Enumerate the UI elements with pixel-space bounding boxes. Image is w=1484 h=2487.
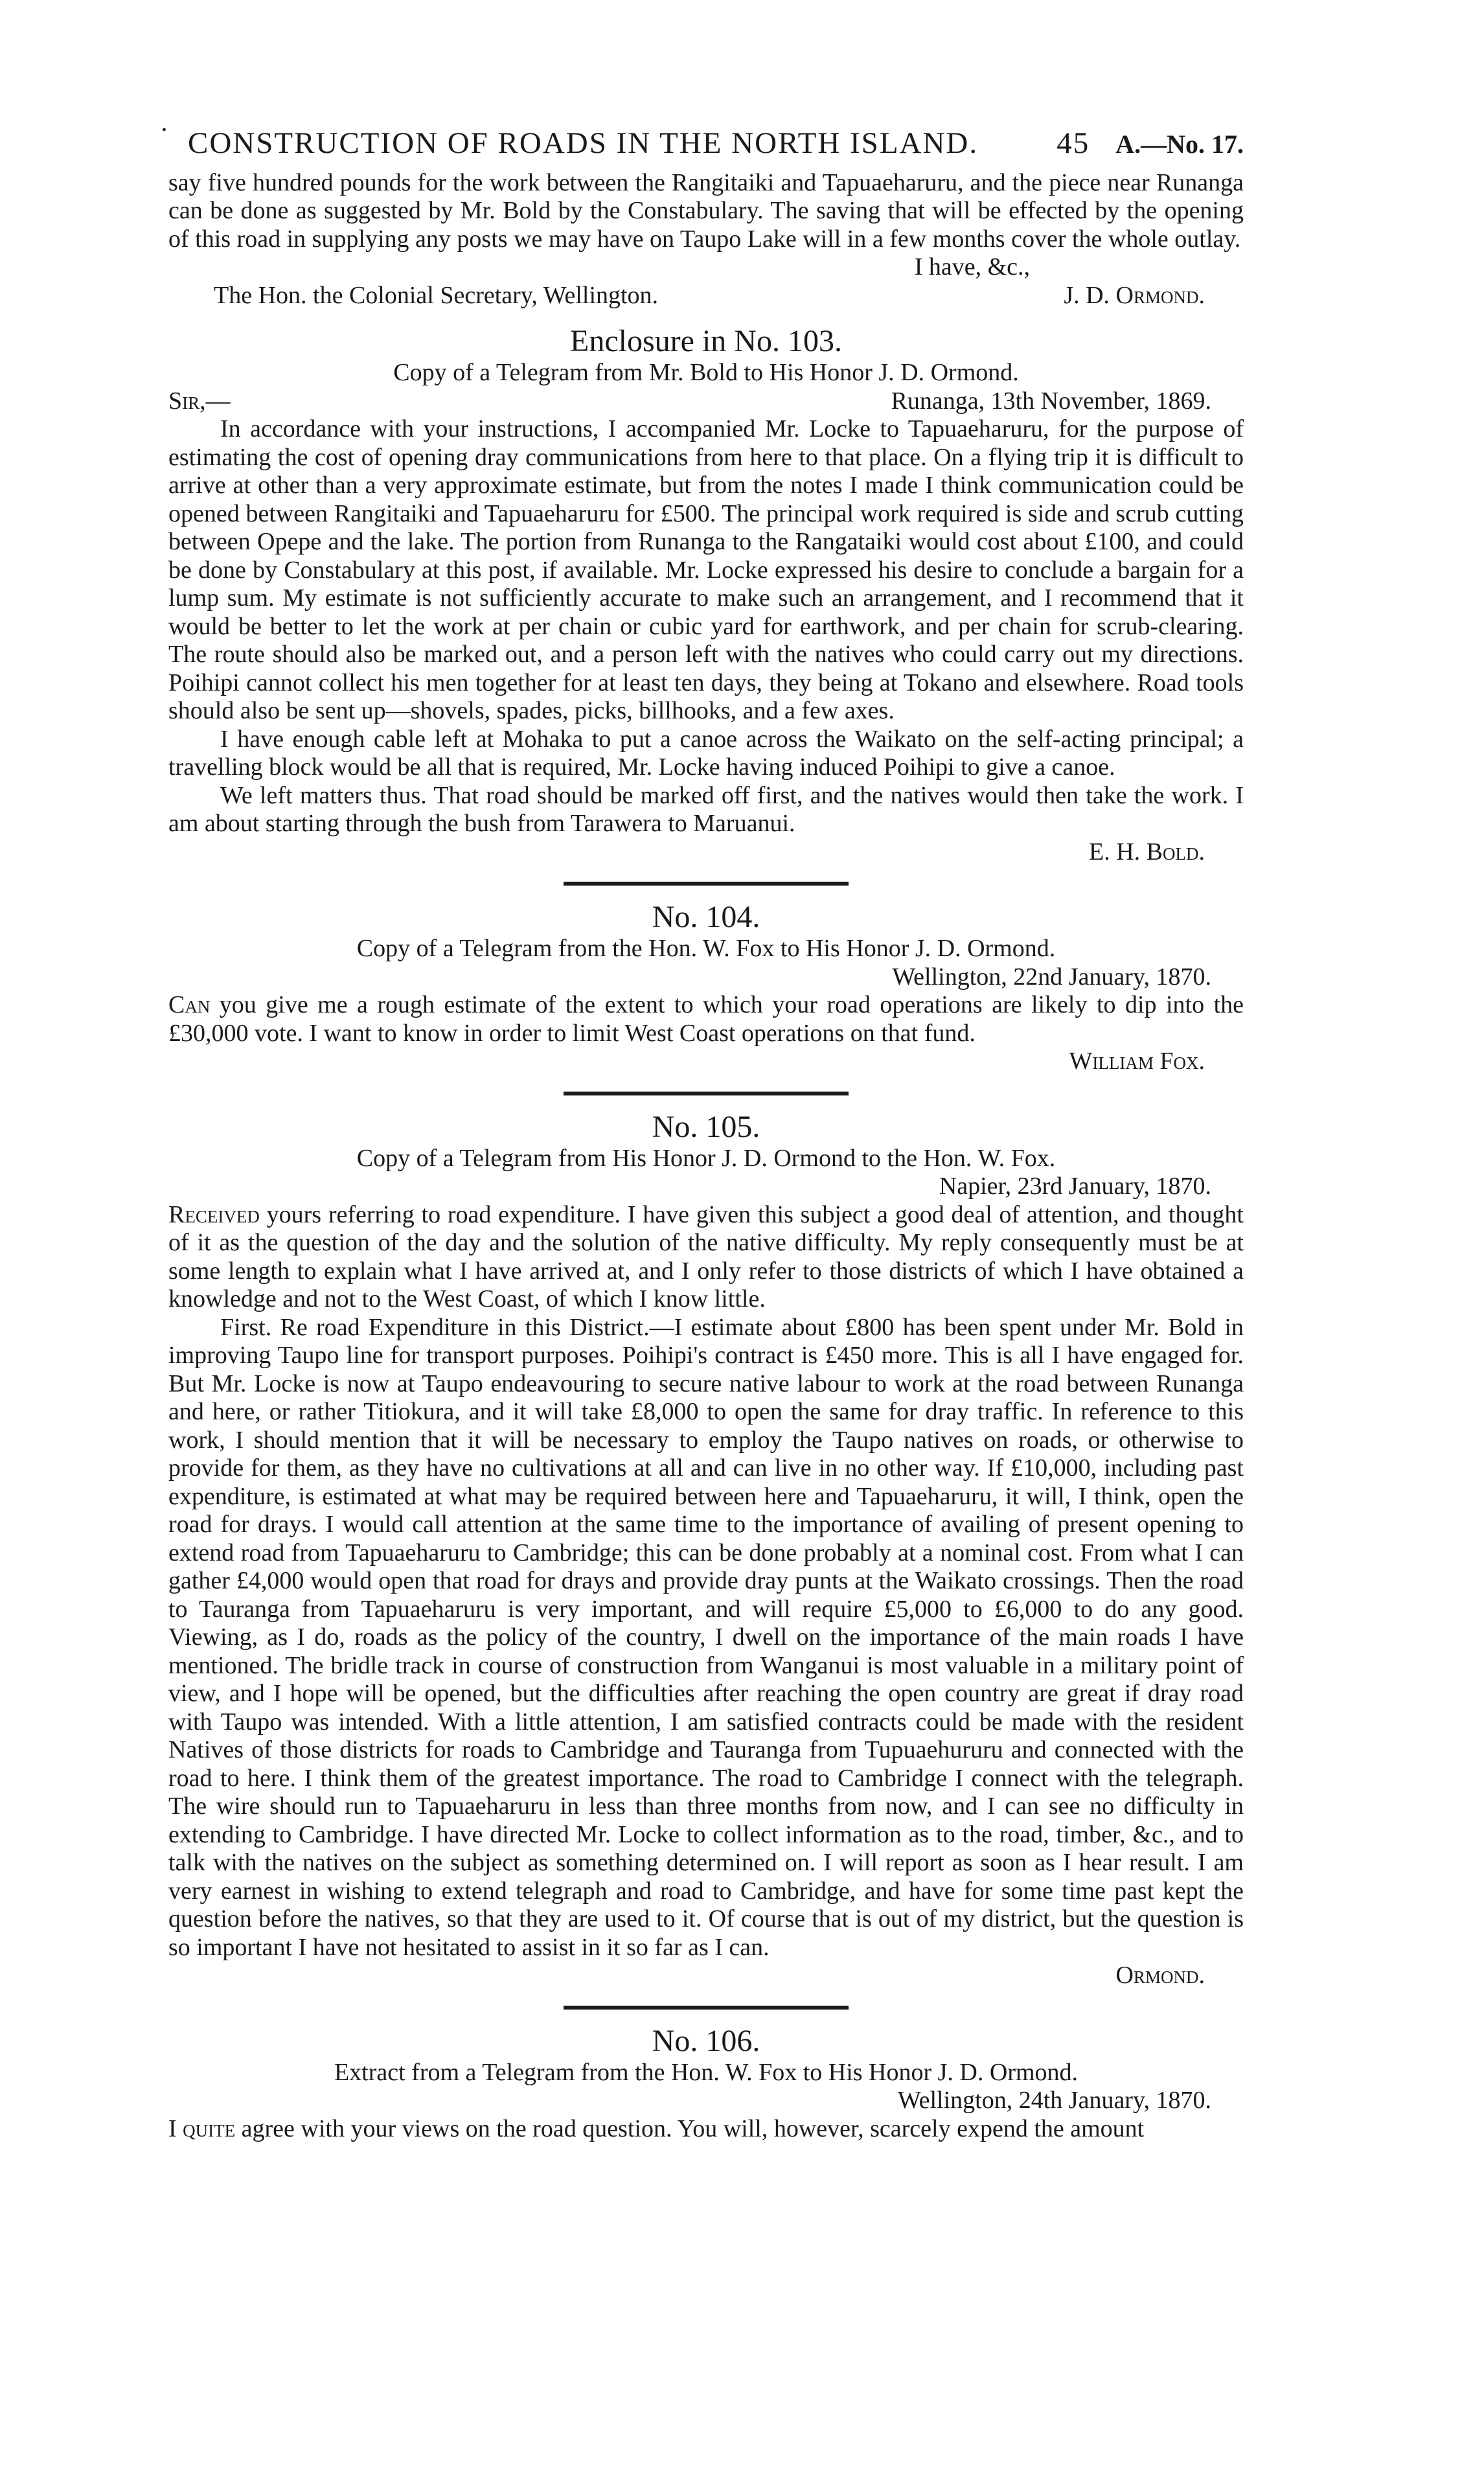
no-105-heading: No. 105. (652, 1109, 760, 1144)
enclosure-103-subtitle: Copy of a Telegram from Mr. Bold to His Honor J. D. Ormond. (393, 359, 1019, 386)
running-title: CONSTRUCTION OF ROADS IN THE NORTH ISLAND. (188, 126, 979, 160)
intro-addressee: The Hon. the Colonial Secretary, Wellington. (214, 281, 659, 309)
page-mark: • (162, 123, 168, 137)
no-106-text: agree with your views on the road question. You will, however, scarcely expend the amount (235, 2115, 1145, 2142)
no-104-heading: No. 104. (652, 900, 760, 934)
no-104-subtitle: Copy of a Telegram from the Hon. W. Fox to His Honor J. D. Ormond. (356, 935, 1056, 962)
enclosure-103-dateline: Runanga, 13th November, 1869. (891, 387, 1211, 415)
enclosure-103-salutation-line (168, 387, 1244, 416)
no-105-body (168, 1201, 1244, 1314)
no-104-lead: Can (168, 991, 211, 1018)
document-reference: A.—No. 17. (1115, 130, 1244, 159)
no-104-dateline: Wellington, 22nd January, 1870. (892, 963, 1211, 991)
no-105-subtitle: Copy of a Telegram from His Honor J. D. Ormond to the Hon. W. Fox. (356, 1144, 1056, 1172)
section-divider (564, 1092, 849, 1095)
no-106-body (168, 2115, 1244, 2144)
no-106-dateline: Wellington, 24th January, 1870. (897, 2087, 1211, 2114)
intro-closing: I have, &c., (914, 253, 1030, 281)
no-105-lead: Received (168, 1200, 260, 1228)
no-105-dateline: Napier, 23rd January, 1870. (939, 1173, 1211, 1200)
intro-signature: J. D. Ormond. (1064, 281, 1205, 309)
no-104-signature: William Fox. (1069, 1048, 1205, 1075)
section-divider (564, 882, 849, 886)
no-105-paragraph: First. Re road Expenditure in this District.—I estimate about £800 has been spent under Mr. Bold in improving Taupo line for transport purposes. Poihipi's contract is £450 more. This is all I have engaged for. But Mr. Locke is now at Taupo endeavouring to secure native labour to work at the road between Runanga and here, or rather Titiokura, and it will take £8,000 to open the same for dray traffic. In reference to this work, I should mention that it will be necessary to employ the Taupo natives on roads, or otherwise to provide for them, as they have no cultivations at all and can live in no other way. If £10,000, including past expenditure, is estimated at what may be required between here and Tapuaeharuru, it will, I think, open the road for drays. I would call attention at the same time to the importance of availing of present opening to extend road from Tapuaeharuru to Cambridge; this can be done probably at a nominal cost. From what I can gather £4,000 would open that road for drays and provide dray punts at the Waikato crossings. Then the road to Tauranga from Tapuaeharuru is very important, and will require £5,000 to £6,000 to do any good. Viewing, as I do, roads as the policy of the country, I dwell on the importance of the main roads I have mentioned. The bridle track in course of construction from Wanganui is most valuable in a military point of view, and I hope will be opened, but the difficulties after reaching the open country are great if dray road with Taupo was intended. With a little attention, I am satisfied contracts could be made with the resident Natives of those districts for roads to Cambridge and Tauranga from Tupuaehururu and connected with the road to here. I think them of the greatest importance. The road to Cambridge I connect with the telegraph. The wire should run to Tapuaeharuru in less than three months from now, and I can see no difficulty in extending to Cambridge. I have directed Mr. Locke to collect information as to the road, timber, &c., and to talk with the natives on the subject as something determined on. I will report as soon as I hear result. I am very earnest in wishing to extend telegraph and road to Cambridge, and have for some time past kept the question before the natives, so that they are used to it. Of course that is out of my district, but the question is so important I have not hesitated to assist in it so far as I can. (168, 1313, 1244, 1961)
enclosure-103-paragraph: I have enough cable left at Mohaka to put a canoe across the Waikato on the self-acting principal; a travelling block would be all that is required, Mr. Locke having induced Poihipi to give a canoe. (168, 725, 1244, 781)
document-page (162, 123, 1244, 2143)
no-106-lead: I quite (168, 2115, 236, 2142)
section-divider (564, 2006, 849, 2010)
no-104-text: you give me a rough estimate of the extent to which your road operations are likely to dip into the £30,000 vote. I want to know in order to limit West Coast operations on that fund. (168, 991, 1244, 1047)
enclosure-103-paragraph: In accordance with your instructions, I accompanied Mr. Locke to Tapuaeharuru, for the purpose of estimating the cost of opening dray communications from here to that place. On a flying trip it is difficult to arrive at other than a very approximate estimate, but from the notes I made I think communication could be opened between Rangitaiki and Tapuaeharuru for £500. The principal work required is side and scrub cutting between Opepe and the lake. The portion from Runanga to the Rangataiki would cost about £100, and could be done by Constabulary at this post, if available. Mr. Locke expressed his desire to conclude a bargain for a lump sum. My estimate is not sufficiently accurate to make such an arrangement, and I recommend that it would be better to let the work at per chain or cubic yard for earthwork, and per chain for scrub-clearing. The route should also be marked out, and a person left with the natives who could carry out my directions. Poihipi cannot collect his men together for at least ten days, they being at Tokano and elsewhere. Road tools should also be sent up—shovels, spades, picks, billhooks, and a few axes. (168, 415, 1244, 724)
page-number: 45 (1056, 126, 1090, 160)
enclosure-103-signature: E. H. Bold. (1089, 838, 1205, 865)
no-105-text: yours referring to road expenditure. I have given this subject a good deal of attention, and thought of it as the question of the day and the solution of the native difficulty. My reply consequently must be at some length to explain what I have arrived at, and I only refer to those districts of which I have obtained a knowledge and not to the West Coast, of which I know little. (168, 1200, 1244, 1312)
no-106-subtitle: Extract from a Telegram from the Hon. W. Fox to His Honor J. D. Ormond. (334, 2058, 1079, 2086)
enclosure-103-heading: Enclosure in No. 103. (570, 324, 842, 358)
page-header (162, 123, 1244, 160)
no-105-signature: Ormond. (1115, 1962, 1205, 1989)
intro-signature-line (168, 282, 1244, 310)
enclosure-103-paragraph: We left matters thus. That road should be marked off first, and the natives would then take the work. I am about starting through the bush from Tarawera to Maruanui. (168, 781, 1244, 837)
intro-paragraph: say five hundred pounds for the work between the Rangitaiki and Tapuaeharuru, and the piece near Runanga can be done as suggested by Mr. Bold by the Constabulary. The saving that will be effected by the opening of this road in supplying any posts we may have on Taupo Lake will in a few months cover the whole outlay. (168, 168, 1244, 253)
no-106-heading: No. 106. (652, 2023, 760, 2058)
enclosure-103-salutation: Sir,— (168, 387, 231, 415)
no-104-body (168, 991, 1244, 1048)
